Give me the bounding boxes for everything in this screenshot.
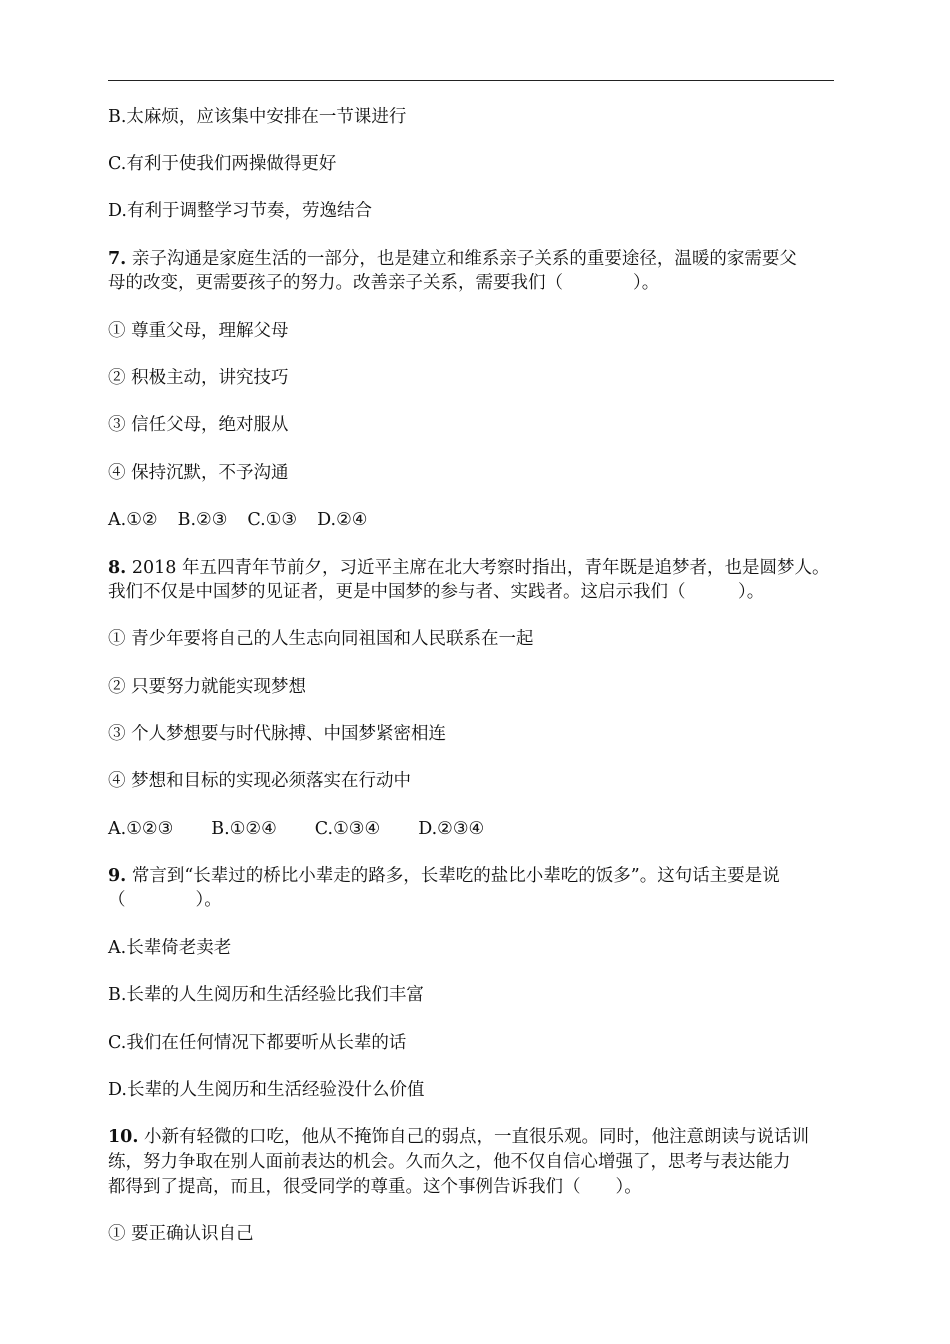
q10-stem-line2: 练，努力争取在别人面前表达的机会。久而久之，他不仅自信心增强了，思考与表达能力 xyxy=(108,1152,791,1172)
q9-option-c: C.我们在任何情况下都要听从长辈的话 xyxy=(108,1033,407,1053)
q10-number: 10. xyxy=(108,1127,139,1147)
q7-choice-a: A.①② xyxy=(108,510,158,530)
q10-stem-line1 xyxy=(108,1126,858,1148)
q8-choices xyxy=(108,818,858,840)
q7-item-3: ③ 信任父母，绝对服从 xyxy=(108,415,289,435)
q7-item-2: ② 积极主动，讲究技巧 xyxy=(108,368,289,388)
q8-choice-c: C.①③④ xyxy=(314,819,381,839)
q8-choice-d: D.②③④ xyxy=(418,819,485,839)
q8-stem-text: 2018 年五四青年节前夕，习近平主席在北大考察时指出，青年既是追梦者，也是圆梦人。 xyxy=(131,558,830,578)
q7-choice-d: D.②④ xyxy=(317,510,368,530)
q10-stem-line3: 都得到了提高，而且，很受同学的尊重。这个事例告诉我们（ ）。 xyxy=(108,1177,642,1197)
q7-stem-text: 亲子沟通是家庭生活的一部分，也是建立和维系亲子关系的重要途径，温暖的家需要父 xyxy=(131,249,797,269)
q9-number: 9. xyxy=(108,866,127,886)
q7-stem-line2: 母的改变，更需要孩子的努力。改善亲子关系，需要我们（ ）。 xyxy=(108,273,660,293)
q9-stem-line2: （ ）。 xyxy=(108,890,222,910)
q9-option-a: A.长辈倚老卖老 xyxy=(108,938,232,958)
q7-choice-b: B.②③ xyxy=(177,510,228,530)
q8-item-4: ④ 梦想和目标的实现必须落实在行动中 xyxy=(108,771,412,791)
q10-item-1: ① 要正确认识自己 xyxy=(108,1224,254,1244)
q6-option-d: D.有利于调整学习节奏，劳逸结合 xyxy=(108,201,372,221)
q10-stem-text: 小新有轻微的口吃，他从不掩饰自己的弱点，一直很乐观。同时，他注意朗读与说话训 xyxy=(144,1127,810,1147)
q7-item-4: ④ 保持沉默，不予沟通 xyxy=(108,463,289,483)
q8-number: 8. xyxy=(108,558,127,578)
header-rule xyxy=(108,80,834,81)
q8-stem-line2: 我们不仅是中国梦的见证者，更是中国梦的参与者、实践者。这启示我们（ ）。 xyxy=(108,582,765,602)
q7-choice-c: C.①③ xyxy=(247,510,298,530)
q9-option-d: D.长辈的人生阅历和生活经验没什么价值 xyxy=(108,1080,425,1100)
q6-option-b: B.太麻烦，应该集中安排在一节课进行 xyxy=(108,107,407,127)
q8-item-3: ③ 个人梦想要与时代脉搏、中国梦紧密相连 xyxy=(108,724,447,744)
q7-item-1: ① 尊重父母，理解父母 xyxy=(108,321,289,341)
q8-stem-line1 xyxy=(108,557,858,579)
q8-choice-b: B.①②④ xyxy=(211,819,277,839)
q7-number: 7. xyxy=(108,249,127,269)
q9-stem-text: 常言到“长辈过的桥比小辈走的路多，长辈吃的盐比小辈吃的饭多”。这句话主要是说 xyxy=(131,866,780,886)
q7-choices xyxy=(108,509,858,531)
q8-item-1: ① 青少年要将自己的人生志向同祖国和人民联系在一起 xyxy=(108,629,534,649)
q6-option-c: C.有利于使我们两操做得更好 xyxy=(108,154,337,174)
q7-stem-line1 xyxy=(108,248,858,270)
q8-item-2: ② 只要努力就能实现梦想 xyxy=(108,677,307,697)
q9-stem-line1 xyxy=(108,865,858,887)
q9-option-b: B.长辈的人生阅历和生活经验比我们丰富 xyxy=(108,985,424,1005)
q8-choice-a: A.①②③ xyxy=(108,819,174,839)
